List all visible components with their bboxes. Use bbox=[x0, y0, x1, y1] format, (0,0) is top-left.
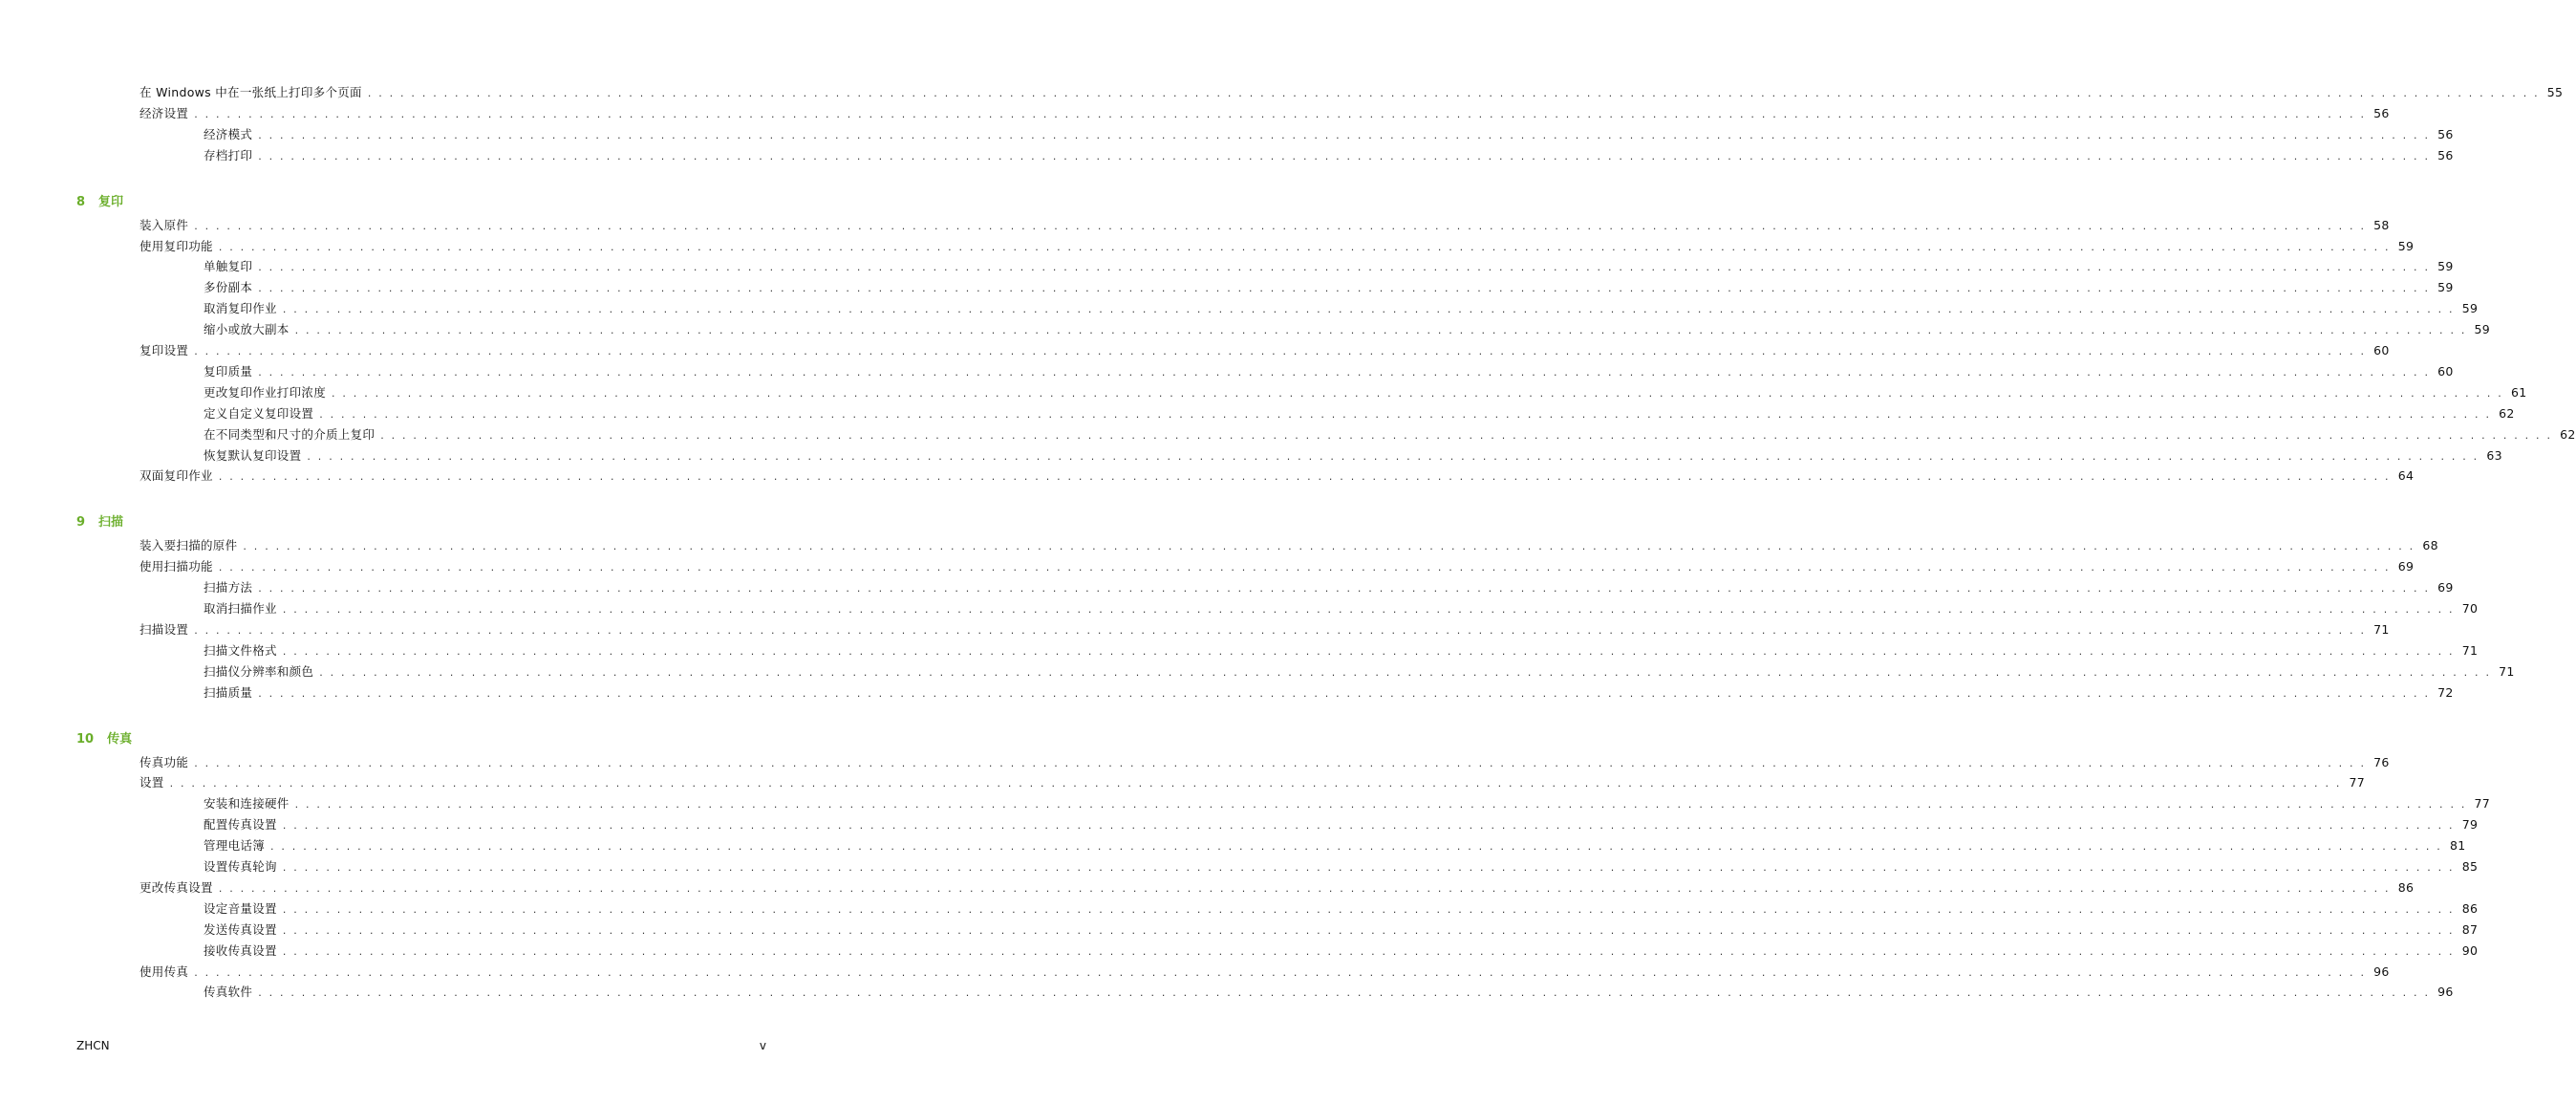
dot-leader: . . . . . . . . . . . . . . . . . . . . . . . . . . . . . . . . . . . . . . . . . . . . . . . . . . . . . . . . . . . . . . . . . . . . . . . . . . . . . . . . . . . . . . . . . . . . . . . . . . . . . . . . . . . . . . . . . . . . . . . . . . . . . . . . . . . . . . . . . . . . . . . . . . . . . . . . . . . . . . . . . . . . . . . . . . . . . . . . . . . . . . . . . . . . . . . . . . . . . . . . bbox=[169, 777, 2342, 790]
toc-entry-title: 使用扫描功能 bbox=[140, 559, 213, 574]
toc-entry-title: 扫描方法 bbox=[204, 580, 253, 595]
dot-leader: . . . . . . . . . . . . . . . . . . . . . . . . . . . . . . . . . . . . . . . . . . . . . . . . . . . . . . . . . . . . . . . . . . . . . . . . . . . . . . . . . . . . . . . . . . . . . . . . . . . . . . . . . . . . . . . . . . . . . . . . . . . . . . . . . . . . . . . . . . . . . . . . . . . . . . . . . . . . . . . . . . . . . . . . . . . . . . . . . . . . . . . . . . . . . . . . . . . . . . . . bbox=[282, 902, 2455, 916]
toc-entry-page-number: 56 bbox=[2437, 126, 2454, 141]
toc-entry-title: 经济模式 bbox=[204, 126, 253, 141]
toc-subentry[interactable] bbox=[204, 942, 2479, 961]
toc-subentry[interactable] bbox=[204, 446, 2502, 465]
toc-entry-title: 配置传真设置 bbox=[204, 817, 277, 833]
toc-entry-title: 存档打印 bbox=[204, 147, 253, 162]
toc-entry-title: 接收传真设置 bbox=[204, 942, 277, 958]
dot-leader: . . . . . . . . . . . . . . . . . . . . . . . . . . . . . . . . . . . . . . . . . . . . . . . . . . . . . . . . . . . . . . . . . . . . . . . . . . . . . . . . . . . . . . . . . . . . . . . . . . . . . . . . . . . . . . . . . . . . . . . . . . . . . . . . . . . . . . . . . . . . . . . . . . . . . . . . . . . . . . . . . . . . . . . . . . . . . . . . . . . . . . . . . . . . . . . . . . . . . . . . bbox=[282, 923, 2455, 937]
toc-entry-title: 扫描设置 bbox=[140, 621, 189, 637]
toc-entry-title: 装入要扫描的原件 bbox=[140, 538, 238, 553]
toc-entry-title: 发送传真设置 bbox=[204, 921, 277, 937]
toc-entry-page-number: 77 bbox=[2349, 775, 2366, 790]
toc-entry-title: 单触复印 bbox=[204, 259, 253, 274]
toc-subentry[interactable] bbox=[204, 794, 2491, 813]
toc-entry[interactable] bbox=[140, 104, 2390, 123]
dot-leader: . . . . . . . . . . . . . . . . . . . . . . . . . . . . . . . . . . . . . . . . . . . . . . . . . . . . . . . . . . . . . . . . . . . . . . . . . . . . . . . . . . . . . . . . . . . . . . . . . . . . . . . . . . . . . . . . . . . . . . . . . . . . . . . . . . . . . . . . . . . . . . . . . . . . . . . . . . . . . . . . . . . . . . . . . . . . . . . . . . . . . . . . . . . . . . . . . . . . . . . . bbox=[194, 756, 2367, 769]
toc-entry[interactable] bbox=[140, 620, 2390, 639]
dot-leader: . . . . . . . . . . . . . . . . . . . . . . . . . . . . . . . . . . . . . . . . . . . . . . . . . . . . . . . . . . . . . . . . . . . . . . . . . . . . . . . . . . . . . . . . . . . . . . . . . . . . . . . . . . . . . . . . . . . . . . . . . . . . . . . . . . . . . . . . . . . . . . . . . . . . . . . . . . . . . . . . . . . . . . . . . . . . . . . . . . . . . . . . . . . . . . . . . . . . . . . . bbox=[218, 240, 2391, 253]
toc-entry-page-number: 59 bbox=[2437, 280, 2454, 295]
toc-subentry[interactable] bbox=[204, 920, 2479, 940]
dot-leader: . . . . . . . . . . . . . . . . . . . . . . . . . . . . . . . . . . . . . . . . . . . . . . . . . . . . . . . . . . . . . . . . . . . . . . . . . . . . . . . . . . . . . . . . . . . . . . . . . . . . . . . . . . . . . . . . . . . . . . . . . . . . . . . . . . . . . . . . . . . . . . . . . . . . . . . . . . . . . . . . . . . . . . . . . . . . . . . . . . . . . . . . . . . . . . . . . . . . . . . . bbox=[270, 840, 2442, 854]
toc-entry-title: 在 Windows 中在一张纸上打印多个页面 bbox=[140, 85, 362, 99]
dot-leader: . . . . . . . . . . . . . . . . . . . . . . . . . . . . . . . . . . . . . . . . . . . . . . . . . . . . . . . . . . . . . . . . . . . . . . . . . . . . . . . . . . . . . . . . . . . . . . . . . . . . . . . . . . . . . . . . . . . . . . . . . . . . . . . . . . . . . . . . . . . . . . . . . . . . . . . . . . . . . . . . . . . . . . . . . . . . . . . . . . . . . . . . . . . . . . . . . . . . . . . . bbox=[307, 449, 2479, 463]
toc-entry-page-number: 56 bbox=[2373, 105, 2390, 120]
toc-entry-title: 更改传真设置 bbox=[140, 879, 213, 895]
toc-entry-title: 设置 bbox=[140, 775, 164, 790]
toc-entry-page-number: 59 bbox=[2474, 322, 2491, 337]
toc-entry-title: 多份副本 bbox=[204, 280, 253, 295]
toc-subentry[interactable] bbox=[204, 857, 2479, 877]
toc-entry-page-number: 96 bbox=[2373, 963, 2390, 979]
footer-page-number: v bbox=[759, 1039, 766, 1052]
dot-leader: . . . . . . . . . . . . . . . . . . . . . . . . . . . . . . . . . . . . . . . . . . . . . . . . . . . . . . . . . . . . . . . . . . . . . . . . . . . . . . . . . . . . . . . . . . . . . . . . . . . . . . . . . . . . . . . . . . . . . . . . . . . . . . . . . . . . . . . . . . . . . . . . . . . . . . . . . . . . . . . . . . . . . . . . . . . . . . . . . . . . . . . . . . . . . . . . . . . . . . . . bbox=[332, 386, 2503, 400]
toc-subentry[interactable] bbox=[204, 899, 2479, 919]
toc-entry[interactable] bbox=[140, 216, 2390, 235]
toc-entry-page-number: 81 bbox=[2449, 838, 2466, 854]
toc-subentry[interactable] bbox=[204, 383, 2527, 402]
dot-leader: . . . . . . . . . . . . . . . . . . . . . . . . . . . . . . . . . . . . . . . . . . . . . . . . . . . . . . . . . . . . . . . . . . . . . . . . . . . . . . . . . . . . . . . . . . . . . . . . . . . . . . . . . . . . . . . . . . . . . . . . . . . . . . . . . . . . . . . . . . . . . . . . . . . . . . . . . . . . . . . . . . . . . . . . . . . . . . . . . . . . . . . . . . . . . . . . . . . . . . . . bbox=[243, 540, 2415, 553]
toc-entry-page-number: 90 bbox=[2461, 942, 2479, 958]
chapter-heading[interactable] bbox=[76, 193, 123, 212]
chapter-title: 传真 bbox=[107, 731, 133, 747]
dot-leader: . . . . . . . . . . . . . . . . . . . . . . . . . . . . . . . . . . . . . . . . . . . . . . . . . . . . . . . . . . . . . . . . . . . . . . . . . . . . . . . . . . . . . . . . . . . . . . . . . . . . . . . . . . . . . . . . . . . . . . . . . . . . . . . . . . . . . . . . . . . . . . . . . . . . . . . . . . . . . . . . . . . . . . . . . . . . . . . . . . . . . . . . . . . . . . . . . . . . . . . . bbox=[282, 644, 2455, 658]
toc-entry-page-number: 71 bbox=[2461, 642, 2479, 658]
dot-leader: . . . . . . . . . . . . . . . . . . . . . . . . . . . . . . . . . . . . . . . . . . . . . . . . . . . . . . . . . . . . . . . . . . . . . . . . . . . . . . . . . . . . . . . . . . . . . . . . . . . . . . . . . . . . . . . . . . . . . . . . . . . . . . . . . . . . . . . . . . . . . . . . . . . . . . . . . . . . . . . . . . . . . . . . . . . . . . . . . . . . . . . . . . . . . . . . . . . . . . . . bbox=[282, 603, 2455, 616]
toc-subentry[interactable] bbox=[204, 599, 2479, 618]
toc-entry-title: 扫描仪分辨率和颜色 bbox=[204, 663, 314, 679]
toc-subentry[interactable] bbox=[204, 278, 2454, 297]
toc-entry-title: 安装和连接硬件 bbox=[204, 796, 290, 812]
dot-leader: . . . . . . . . . . . . . . . . . . . . . . . . . . . . . . . . . . . . . . . . . . . . . . . . . . . . . . . . . . . . . . . . . . . . . . . . . . . . . . . . . . . . . . . . . . . . . . . . . . . . . . . . . . . . . . . . . . . . . . . . . . . . . . . . . . . . . . . . . . . . . . . . . . . . . . . . . . . . . . . . . . . . . . . . . . . . . . . . . . . . . . . . . . . . . . . . . . . . . . . . bbox=[367, 87, 2540, 99]
dot-leader: . . . . . . . . . . . . . . . . . . . . . . . . . . . . . . . . . . . . . . . . . . . . . . . . . . . . . . . . . . . . . . . . . . . . . . . . . . . . . . . . . . . . . . . . . . . . . . . . . . . . . . . . . . . . . . . . . . . . . . . . . . . . . . . . . . . . . . . . . . . . . . . . . . . . . . . . . . . . . . . . . . . . . . . . . . . . . . . . . . . . . . . . . . . . . . . . . . . . . . . . bbox=[380, 428, 2553, 442]
footer-language-code: ZHCN bbox=[76, 1039, 110, 1052]
toc-subentry[interactable] bbox=[204, 983, 2454, 1002]
dot-leader: . . . . . . . . . . . . . . . . . . . . . . . . . . . . . . . . . . . . . . . . . . . . . . . . . . . . . . . . . . . . . . . . . . . . . . . . . . . . . . . . . . . . . . . . . . . . . . . . . . . . . . . . . . . . . . . . . . . . . . . . . . . . . . . . . . . . . . . . . . . . . . . . . . . . . . . . . . . . . . . . . . . . . . . . . . . . . . . . . . . . . . . . . . . . . . . . . . . . . . . . bbox=[258, 128, 2431, 141]
toc-subentry[interactable] bbox=[204, 815, 2479, 834]
toc-entry-title: 管理电话簿 bbox=[204, 838, 266, 854]
toc-entry[interactable] bbox=[140, 237, 2415, 256]
toc-entry-page-number: 61 bbox=[2510, 384, 2527, 400]
dot-leader: . . . . . . . . . . . . . . . . . . . . . . . . . . . . . . . . . . . . . . . . . . . . . . . . . . . . . . . . . . . . . . . . . . . . . . . . . . . . . . . . . . . . . . . . . . . . . . . . . . . . . . . . . . . . . . . . . . . . . . . . . . . . . . . . . . . . . . . . . . . . . . . . . . . . . . . . . . . . . . . . . . . . . . . . . . . . . . . . . . . . . . . . . . . . . . . . . . . . . . . . bbox=[194, 965, 2367, 979]
toc-entry-page-number: 79 bbox=[2461, 817, 2479, 833]
toc-entry-title: 复印质量 bbox=[204, 363, 253, 379]
toc-entry-page-number: 85 bbox=[2461, 859, 2479, 874]
dot-leader: . . . . . . . . . . . . . . . . . . . . . . . . . . . . . . . . . . . . . . . . . . . . . . . . . . . . . . . . . . . . . . . . . . . . . . . . . . . . . . . . . . . . . . . . . . . . . . . . . . . . . . . . . . . . . . . . . . . . . . . . . . . . . . . . . . . . . . . . . . . . . . . . . . . . . . . . . . . . . . . . . . . . . . . . . . . . . . . . . . . . . . . . . . . . . . . . . . . . . . . . bbox=[258, 282, 2431, 295]
chapter-number: 9 bbox=[76, 515, 86, 530]
dot-leader: . . . . . . . . . . . . . . . . . . . . . . . . . . . . . . . . . . . . . . . . . . . . . . . . . . . . . . . . . . . . . . . . . . . . . . . . . . . . . . . . . . . . . . . . . . . . . . . . . . . . . . . . . . . . . . . . . . . . . . . . . . . . . . . . . . . . . . . . . . . . . . . . . . . . . . . . . . . . . . . . . . . . . . . . . . . . . . . . . . . . . . . . . . . . . . . . . . . . . . . . bbox=[218, 470, 2391, 484]
toc-entry-title: 设置传真轮询 bbox=[204, 859, 277, 874]
toc-entry-title: 恢复默认复印设置 bbox=[204, 447, 302, 463]
toc-entry-page-number: 71 bbox=[2499, 663, 2515, 679]
dot-leader: . . . . . . . . . . . . . . . . . . . . . . . . . . . . . . . . . . . . . . . . . . . . . . . . . . . . . . . . . . . . . . . . . . . . . . . . . . . . . . . . . . . . . . . . . . . . . . . . . . . . . . . . . . . . . . . . . . . . . . . . . . . . . . . . . . . . . . . . . . . . . . . . . . . . . . . . . . . . . . . . . . . . . . . . . . . . . . . . . . . . . . . . . . . . . . . . . . . . . . . . bbox=[282, 303, 2455, 316]
dot-leader: . . . . . . . . . . . . . . . . . . . . . . . . . . . . . . . . . . . . . . . . . . . . . . . . . . . . . . . . . . . . . . . . . . . . . . . . . . . . . . . . . . . . . . . . . . . . . . . . . . . . . . . . . . . . . . . . . . . . . . . . . . . . . . . . . . . . . . . . . . . . . . . . . . . . . . . . . . . . . . . . . . . . . . . . . . . . . . . . . . . . . . . . . . . . . . . . . . . . . . . . bbox=[194, 107, 2367, 120]
toc-entry-page-number: 64 bbox=[2397, 468, 2415, 484]
toc-entry-title: 定义自定义复印设置 bbox=[204, 405, 314, 421]
toc-entry-page-number: 60 bbox=[2437, 363, 2454, 379]
toc-subentry[interactable] bbox=[204, 320, 2491, 339]
toc-subentry[interactable] bbox=[204, 683, 2454, 703]
toc-entry-page-number: 58 bbox=[2373, 217, 2390, 232]
dot-leader: . . . . . . . . . . . . . . . . . . . . . . . . . . . . . . . . . . . . . . . . . . . . . . . . . . . . . . . . . . . . . . . . . . . . . . . . . . . . . . . . . . . . . . . . . . . . . . . . . . . . . . . . . . . . . . . . . . . . . . . . . . . . . . . . . . . . . . . . . . . . . . . . . . . . . . . . . . . . . . . . . . . . . . . . . . . . . . . . . . . . . . . . . . . . . . . . . . . . . . . . bbox=[294, 798, 2467, 812]
toc-entry[interactable] bbox=[140, 83, 2564, 102]
toc-subentry[interactable] bbox=[204, 404, 2515, 423]
toc-entry-title: 更改复印作业打印浓度 bbox=[204, 384, 327, 400]
dot-leader: . . . . . . . . . . . . . . . . . . . . . . . . . . . . . . . . . . . . . . . . . . . . . . . . . . . . . . . . . . . . . . . . . . . . . . . . . . . . . . . . . . . . . . . . . . . . . . . . . . . . . . . . . . . . . . . . . . . . . . . . . . . . . . . . . . . . . . . . . . . . . . . . . . . . . . . . . . . . . . . . . . . . . . . . . . . . . . . . . . . . . . . . . . . . . . . . . . . . . . . . bbox=[258, 582, 2431, 595]
toc-entry-page-number: 76 bbox=[2373, 754, 2390, 769]
toc-entry-page-number: 62 bbox=[2560, 426, 2576, 442]
toc-entry-page-number: 62 bbox=[2499, 405, 2515, 421]
toc-entry-title: 传真软件 bbox=[204, 985, 253, 1000]
toc-entry-page-number: 87 bbox=[2461, 921, 2479, 937]
dot-leader: . . . . . . . . . . . . . . . . . . . . . . . . . . . . . . . . . . . . . . . . . . . . . . . . . . . . . . . . . . . . . . . . . . . . . . . . . . . . . . . . . . . . . . . . . . . . . . . . . . . . . . . . . . . . . . . . . . . . . . . . . . . . . . . . . . . . . . . . . . . . . . . . . . . . . . . . . . . . . . . . . . . . . . . . . . . . . . . . . . . . . . . . . . . . . . . . . . . . . . . . bbox=[258, 149, 2431, 162]
dot-leader: . . . . . . . . . . . . . . . . . . . . . . . . . . . . . . . . . . . . . . . . . . . . . . . . . . . . . . . . . . . . . . . . . . . . . . . . . . . . . . . . . . . . . . . . . . . . . . . . . . . . . . . . . . . . . . . . . . . . . . . . . . . . . . . . . . . . . . . . . . . . . . . . . . . . . . . . . . . . . . . . . . . . . . . . . . . . . . . . . . . . . . . . . . . . . . . . . . . . . . . . bbox=[258, 686, 2431, 700]
toc-entry-page-number: 55 bbox=[2546, 85, 2564, 99]
toc-subentry[interactable] bbox=[204, 662, 2515, 682]
toc-entry-page-number: 77 bbox=[2474, 796, 2491, 812]
toc-entry-title: 在不同类型和尺寸的介质上复印 bbox=[204, 426, 376, 442]
dot-leader: . . . . . . . . . . . . . . . . . . . . . . . . . . . . . . . . . . . . . . . . . . . . . . . . . . . . . . . . . . . . . . . . . . . . . . . . . . . . . . . . . . . . . . . . . . . . . . . . . . . . . . . . . . . . . . . . . . . . . . . . . . . . . . . . . . . . . . . . . . . . . . . . . . . . . . . . . . . . . . . . . . . . . . . . . . . . . . . . . . . . . . . . . . . . . . . . . . . . . . . . bbox=[319, 407, 2492, 421]
toc-entry-page-number: 56 bbox=[2437, 147, 2454, 162]
toc-subentry[interactable] bbox=[204, 425, 2576, 444]
toc-entry-title: 复印设置 bbox=[140, 343, 189, 357]
toc-entry-page-number: 72 bbox=[2437, 684, 2454, 700]
toc-entry-page-number: 96 bbox=[2437, 985, 2454, 1000]
toc-entry-title: 取消扫描作业 bbox=[204, 601, 277, 616]
toc-entry-title: 使用复印功能 bbox=[140, 238, 213, 253]
toc-entry[interactable] bbox=[140, 878, 2415, 898]
dot-leader: . . . . . . . . . . . . . . . . . . . . . . . . . . . . . . . . . . . . . . . . . . . . . . . . . . . . . . . . . . . . . . . . . . . . . . . . . . . . . . . . . . . . . . . . . . . . . . . . . . . . . . . . . . . . . . . . . . . . . . . . . . . . . . . . . . . . . . . . . . . . . . . . . . . . . . . . . . . . . . . . . . . . . . . . . . . . . . . . . . . . . . . . . . . . . . . . . . . . . . . . bbox=[218, 881, 2391, 895]
toc-entry-page-number: 71 bbox=[2373, 621, 2390, 637]
chapter-title: 复印 bbox=[98, 194, 124, 209]
toc-entry-title: 扫描文件格式 bbox=[204, 642, 277, 658]
toc-entry-page-number: 70 bbox=[2461, 601, 2479, 616]
chapter-heading[interactable] bbox=[76, 730, 132, 749]
chapter-number: 10 bbox=[76, 731, 95, 747]
toc-entry[interactable] bbox=[140, 963, 2390, 982]
toc-entry[interactable] bbox=[140, 341, 2390, 360]
dot-leader: . . . . . . . . . . . . . . . . . . . . . . . . . . . . . . . . . . . . . . . . . . . . . . . . . . . . . . . . . . . . . . . . . . . . . . . . . . . . . . . . . . . . . . . . . . . . . . . . . . . . . . . . . . . . . . . . . . . . . . . . . . . . . . . . . . . . . . . . . . . . . . . . . . . . . . . . . . . . . . . . . . . . . . . . . . . . . . . . . . . . . . . . . . . . . . . . . . . . . . . . bbox=[194, 623, 2367, 637]
dot-leader: . . . . . . . . . . . . . . . . . . . . . . . . . . . . . . . . . . . . . . . . . . . . . . . . . . . . . . . . . . . . . . . . . . . . . . . . . . . . . . . . . . . . . . . . . . . . . . . . . . . . . . . . . . . . . . . . . . . . . . . . . . . . . . . . . . . . . . . . . . . . . . . . . . . . . . . . . . . . . . . . . . . . . . . . . . . . . . . . . . . . . . . . . . . . . . . . . . . . . . . . bbox=[282, 819, 2455, 833]
toc-subentry[interactable] bbox=[204, 836, 2466, 855]
toc-entry-title: 双面复印作业 bbox=[140, 468, 213, 484]
toc-entry-page-number: 59 bbox=[2461, 301, 2479, 316]
toc-subentry[interactable] bbox=[204, 125, 2454, 144]
chapter-heading[interactable] bbox=[76, 513, 123, 532]
toc-subentry[interactable] bbox=[204, 362, 2454, 381]
toc-subentry[interactable] bbox=[204, 578, 2454, 597]
toc-entry-title: 取消复印作业 bbox=[204, 301, 277, 316]
toc-entry-page-number: 86 bbox=[2461, 900, 2479, 916]
toc-entry[interactable] bbox=[140, 753, 2390, 772]
dot-leader: . . . . . . . . . . . . . . . . . . . . . . . . . . . . . . . . . . . . . . . . . . . . . . . . . . . . . . . . . . . . . . . . . . . . . . . . . . . . . . . . . . . . . . . . . . . . . . . . . . . . . . . . . . . . . . . . . . . . . . . . . . . . . . . . . . . . . . . . . . . . . . . . . . . . . . . . . . . . . . . . . . . . . . . . . . . . . . . . . . . . . . . . . . . . . . . . . . . . . . . . bbox=[258, 261, 2431, 274]
toc-entry-title: 传真功能 bbox=[140, 754, 189, 769]
dot-leader: . . . . . . . . . . . . . . . . . . . . . . . . . . . . . . . . . . . . . . . . . . . . . . . . . . . . . . . . . . . . . . . . . . . . . . . . . . . . . . . . . . . . . . . . . . . . . . . . . . . . . . . . . . . . . . . . . . . . . . . . . . . . . . . . . . . . . . . . . . . . . . . . . . . . . . . . . . . . . . . . . . . . . . . . . . . . . . . . . . . . . . . . . . . . . . . . . . . . . . . . bbox=[282, 944, 2455, 958]
toc-entry[interactable] bbox=[140, 466, 2415, 486]
toc-entry-page-number: 63 bbox=[2486, 447, 2502, 463]
dot-leader: . . . . . . . . . . . . . . . . . . . . . . . . . . . . . . . . . . . . . . . . . . . . . . . . . . . . . . . . . . . . . . . . . . . . . . . . . . . . . . . . . . . . . . . . . . . . . . . . . . . . . . . . . . . . . . . . . . . . . . . . . . . . . . . . . . . . . . . . . . . . . . . . . . . . . . . . . . . . . . . . . . . . . . . . . . . . . . . . . . . . . . . . . . . . . . . . . . . . . . . . bbox=[218, 561, 2391, 574]
dot-leader: . . . . . . . . . . . . . . . . . . . . . . . . . . . . . . . . . . . . . . . . . . . . . . . . . . . . . . . . . . . . . . . . . . . . . . . . . . . . . . . . . . . . . . . . . . . . . . . . . . . . . . . . . . . . . . . . . . . . . . . . . . . . . . . . . . . . . . . . . . . . . . . . . . . . . . . . . . . . . . . . . . . . . . . . . . . . . . . . . . . . . . . . . . . . . . . . . . . . . . . . bbox=[319, 665, 2492, 679]
toc-entry-title: 扫描质量 bbox=[204, 684, 253, 700]
toc-subentry[interactable] bbox=[204, 257, 2454, 276]
dot-leader: . . . . . . . . . . . . . . . . . . . . . . . . . . . . . . . . . . . . . . . . . . . . . . . . . . . . . . . . . . . . . . . . . . . . . . . . . . . . . . . . . . . . . . . . . . . . . . . . . . . . . . . . . . . . . . . . . . . . . . . . . . . . . . . . . . . . . . . . . . . . . . . . . . . . . . . . . . . . . . . . . . . . . . . . . . . . . . . . . . . . . . . . . . . . . . . . . . . . . . . . bbox=[294, 324, 2467, 337]
toc-entry-title: 装入原件 bbox=[140, 217, 189, 232]
toc-entry-title: 设定音量设置 bbox=[204, 900, 277, 916]
toc-entry[interactable] bbox=[140, 536, 2438, 555]
toc-entry[interactable] bbox=[140, 557, 2415, 576]
chapter-title: 扫描 bbox=[98, 515, 124, 530]
toc-entry-page-number: 59 bbox=[2437, 259, 2454, 274]
toc-entry-title: 使用传真 bbox=[140, 963, 189, 979]
toc-entry-page-number: 68 bbox=[2422, 538, 2438, 553]
toc-entry-page-number: 59 bbox=[2397, 238, 2415, 253]
toc-entry-page-number: 86 bbox=[2397, 879, 2415, 895]
dot-leader: . . . . . . . . . . . . . . . . . . . . . . . . . . . . . . . . . . . . . . . . . . . . . . . . . . . . . . . . . . . . . . . . . . . . . . . . . . . . . . . . . . . . . . . . . . . . . . . . . . . . . . . . . . . . . . . . . . . . . . . . . . . . . . . . . . . . . . . . . . . . . . . . . . . . . . . . . . . . . . . . . . . . . . . . . . . . . . . . . . . . . . . . . . . . . . . . . . . . . . . . bbox=[258, 365, 2431, 379]
toc-entry-title: 经济设置 bbox=[140, 105, 189, 120]
dot-leader: . . . . . . . . . . . . . . . . . . . . . . . . . . . . . . . . . . . . . . . . . . . . . . . . . . . . . . . . . . . . . . . . . . . . . . . . . . . . . . . . . . . . . . . . . . . . . . . . . . . . . . . . . . . . . . . . . . . . . . . . . . . . . . . . . . . . . . . . . . . . . . . . . . . . . . . . . . . . . . . . . . . . . . . . . . . . . . . . . . . . . . . . . . . . . . . . . . . . . . . . bbox=[194, 345, 2367, 357]
chapter-number: 8 bbox=[76, 194, 86, 209]
toc-subentry[interactable] bbox=[204, 641, 2479, 660]
toc-entry[interactable] bbox=[140, 773, 2366, 792]
dot-leader: . . . . . . . . . . . . . . . . . . . . . . . . . . . . . . . . . . . . . . . . . . . . . . . . . . . . . . . . . . . . . . . . . . . . . . . . . . . . . . . . . . . . . . . . . . . . . . . . . . . . . . . . . . . . . . . . . . . . . . . . . . . . . . . . . . . . . . . . . . . . . . . . . . . . . . . . . . . . . . . . . . . . . . . . . . . . . . . . . . . . . . . . . . . . . . . . . . . . . . . . bbox=[258, 986, 2431, 1000]
toc-entry-title: 缩小或放大副本 bbox=[204, 322, 290, 337]
toc-entry-page-number: 69 bbox=[2437, 580, 2454, 595]
toc-subentry[interactable] bbox=[204, 146, 2454, 165]
toc-subentry[interactable] bbox=[204, 299, 2479, 318]
dot-leader: . . . . . . . . . . . . . . . . . . . . . . . . . . . . . . . . . . . . . . . . . . . . . . . . . . . . . . . . . . . . . . . . . . . . . . . . . . . . . . . . . . . . . . . . . . . . . . . . . . . . . . . . . . . . . . . . . . . . . . . . . . . . . . . . . . . . . . . . . . . . . . . . . . . . . . . . . . . . . . . . . . . . . . . . . . . . . . . . . . . . . . . . . . . . . . . . . . . . . . . . bbox=[282, 861, 2455, 874]
dot-leader: . . . . . . . . . . . . . . . . . . . . . . . . . . . . . . . . . . . . . . . . . . . . . . . . . . . . . . . . . . . . . . . . . . . . . . . . . . . . . . . . . . . . . . . . . . . . . . . . . . . . . . . . . . . . . . . . . . . . . . . . . . . . . . . . . . . . . . . . . . . . . . . . . . . . . . . . . . . . . . . . . . . . . . . . . . . . . . . . . . . . . . . . . . . . . . . . . . . . . . . . bbox=[194, 219, 2367, 232]
toc-entry-page-number: 60 bbox=[2373, 343, 2390, 357]
toc-entry-page-number: 69 bbox=[2397, 559, 2415, 574]
